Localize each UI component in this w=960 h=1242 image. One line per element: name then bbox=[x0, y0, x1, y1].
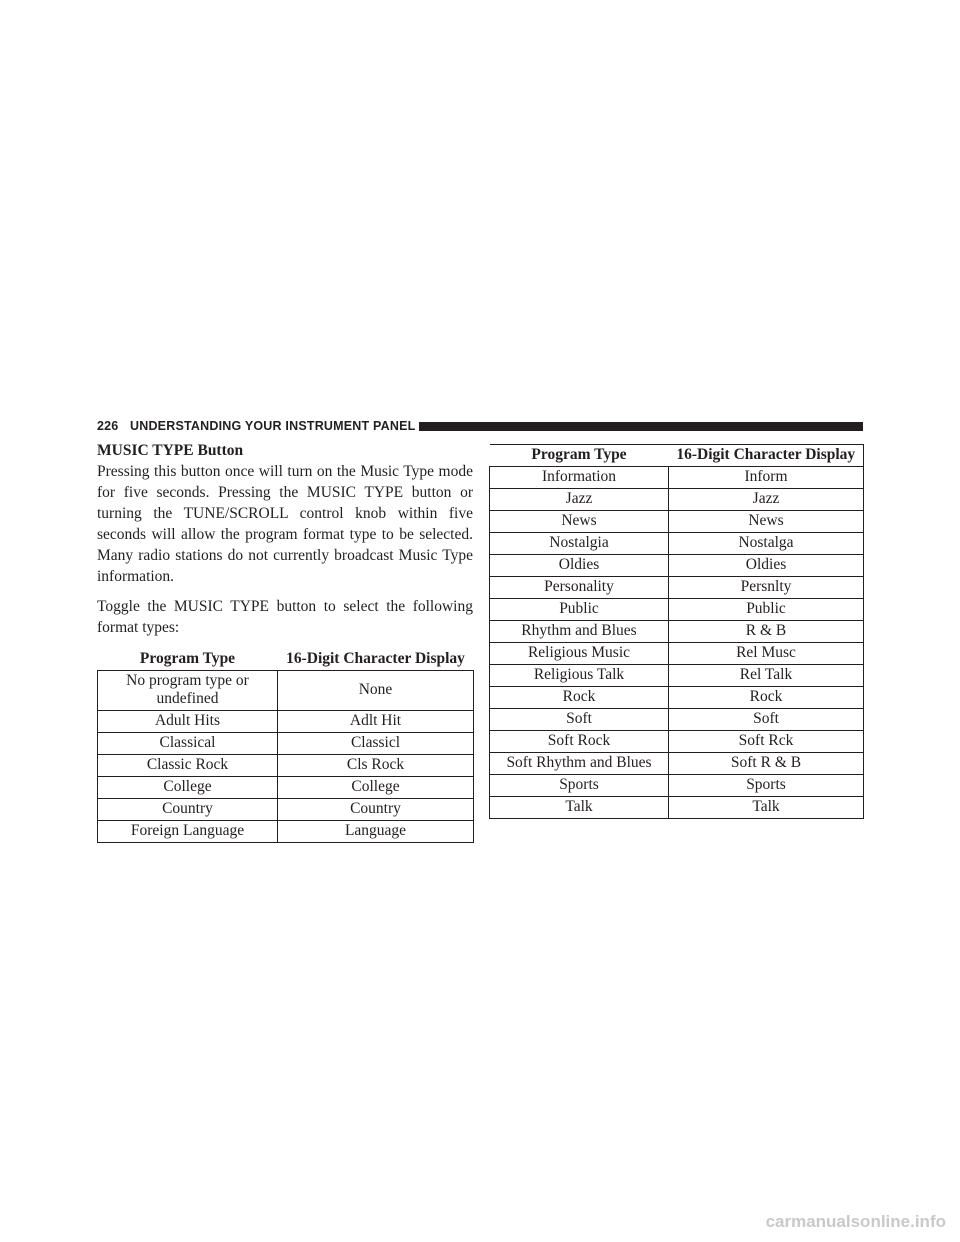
section-heading: MUSIC TYPE Button bbox=[97, 442, 244, 459]
chapter-title: UNDERSTANDING YOUR INSTRUMENT PANEL bbox=[130, 419, 416, 433]
program-type-cell: Religious Talk bbox=[490, 665, 669, 687]
table-row bbox=[490, 489, 864, 511]
display-cell: None bbox=[278, 671, 474, 711]
display-cell: Public bbox=[669, 599, 864, 621]
table-row bbox=[98, 755, 474, 777]
program-type-cell: Oldies bbox=[490, 555, 669, 577]
table-header-row bbox=[98, 649, 474, 671]
table-row bbox=[490, 555, 864, 577]
display-cell: Rel Musc bbox=[669, 643, 864, 665]
table-row bbox=[490, 753, 864, 775]
table-row bbox=[98, 733, 474, 755]
table-row bbox=[490, 709, 864, 731]
column-header-program-type: Program Type bbox=[98, 649, 278, 671]
display-cell: Nostalga bbox=[669, 533, 864, 555]
intro-paragraph: Pressing this button once will turn on the Music Type mode for five seconds. Pressing the MUSIC TYPE button or turning the TUNE/SCROLL control knob within five seconds will allow the program format type to be selected. Many radio stations do not currently broadcast Music Type information. bbox=[97, 463, 473, 585]
watermark: carmanualsonline.info bbox=[765, 1212, 946, 1231]
table-row bbox=[98, 777, 474, 799]
program-type-cell: Foreign Language bbox=[98, 821, 278, 843]
display-cell: Adlt Hit bbox=[278, 711, 474, 733]
display-cell: Jazz bbox=[669, 489, 864, 511]
program-type-cell: Sports bbox=[490, 775, 669, 797]
program-type-cell: Nostalgia bbox=[490, 533, 669, 555]
program-type-cell: Talk bbox=[490, 797, 669, 819]
left-column bbox=[97, 441, 473, 843]
program-type-table-left bbox=[97, 649, 474, 843]
column-header-display: 16-Digit Character Display bbox=[278, 649, 474, 671]
display-cell: Oldies bbox=[669, 555, 864, 577]
display-cell: College bbox=[278, 777, 474, 799]
page-header bbox=[97, 418, 863, 435]
program-type-cell: Country bbox=[98, 799, 278, 821]
table-row bbox=[490, 665, 864, 687]
program-type-cell: Soft Rhythm and Blues bbox=[490, 753, 669, 775]
toggle-paragraph: Toggle the MUSIC TYPE button to select the following format types: bbox=[97, 598, 473, 636]
table-row bbox=[490, 775, 864, 797]
table-row bbox=[490, 687, 864, 709]
display-cell: Country bbox=[278, 799, 474, 821]
right-column bbox=[489, 444, 863, 819]
program-type-cell: College bbox=[98, 777, 278, 799]
program-type-table-right bbox=[489, 444, 864, 819]
program-type-cell: Soft bbox=[490, 709, 669, 731]
display-cell: Rock bbox=[669, 687, 864, 709]
display-cell: Classicl bbox=[278, 733, 474, 755]
program-type-cell: Classic Rock bbox=[98, 755, 278, 777]
display-cell: Soft bbox=[669, 709, 864, 731]
display-cell: News bbox=[669, 511, 864, 533]
program-type-cell: No program type or undefined bbox=[98, 671, 278, 711]
table-row bbox=[490, 577, 864, 599]
display-cell: Soft R & B bbox=[669, 753, 864, 775]
table-row bbox=[490, 599, 864, 621]
display-cell: Cls Rock bbox=[278, 755, 474, 777]
display-cell: R & B bbox=[669, 621, 864, 643]
program-type-cell: Personality bbox=[490, 577, 669, 599]
program-type-cell: News bbox=[490, 511, 669, 533]
program-type-cell: Rock bbox=[490, 687, 669, 709]
display-cell: Language bbox=[278, 821, 474, 843]
table-row bbox=[98, 671, 474, 711]
display-cell: Persnlty bbox=[669, 577, 864, 599]
display-cell: Rel Talk bbox=[669, 665, 864, 687]
table-row bbox=[490, 533, 864, 555]
program-type-cell: Soft Rock bbox=[490, 731, 669, 753]
table-row bbox=[490, 511, 864, 533]
program-type-cell: Public bbox=[490, 599, 669, 621]
display-cell: Talk bbox=[669, 797, 864, 819]
table-row bbox=[490, 797, 864, 819]
table-row bbox=[490, 621, 864, 643]
program-type-cell: Adult Hits bbox=[98, 711, 278, 733]
table-header-row bbox=[490, 445, 864, 467]
header-rule bbox=[419, 422, 863, 431]
column-header-program-type: Program Type bbox=[490, 445, 669, 467]
display-cell: Inform bbox=[669, 467, 864, 489]
page-number: 226 bbox=[97, 419, 119, 433]
table-row bbox=[98, 711, 474, 733]
program-type-cell: Rhythm and Blues bbox=[490, 621, 669, 643]
program-type-cell: Religious Music bbox=[490, 643, 669, 665]
program-type-cell: Jazz bbox=[490, 489, 669, 511]
column-header-display: 16-Digit Character Display bbox=[669, 445, 864, 467]
display-cell: Sports bbox=[669, 775, 864, 797]
program-type-cell: Classical bbox=[98, 733, 278, 755]
table-row bbox=[490, 731, 864, 753]
table-row bbox=[98, 799, 474, 821]
program-type-cell: Information bbox=[490, 467, 669, 489]
table-row bbox=[490, 467, 864, 489]
table-row bbox=[490, 643, 864, 665]
table-row bbox=[98, 821, 474, 843]
display-cell: Soft Rck bbox=[669, 731, 864, 753]
